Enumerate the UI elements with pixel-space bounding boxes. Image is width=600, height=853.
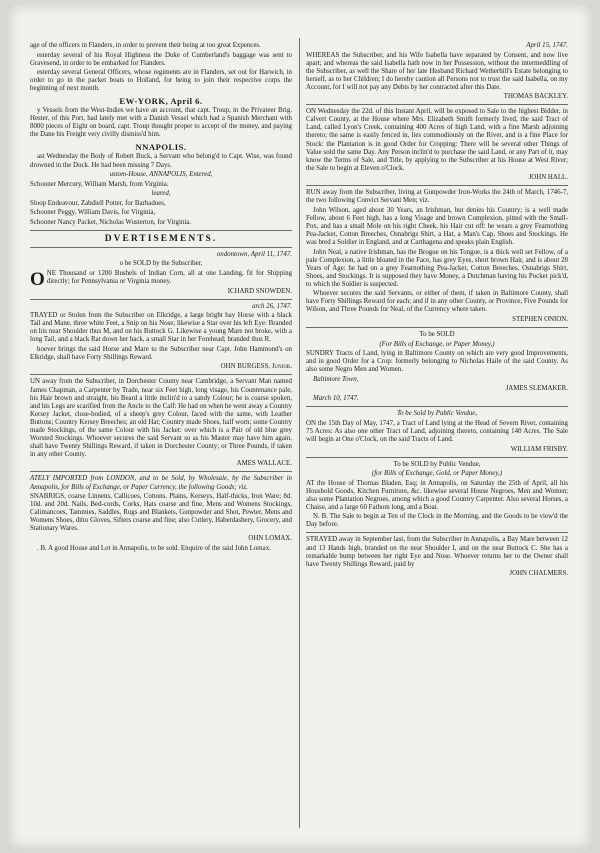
ad-text: Whoever secures the said Servants, or either of them, if taken in Baltimore County, shall have Forty Shillings Reward for each; and if in any other County, or Province, Five Pounds for Wilson, and Three Pounds for Neal, of the Currency where taken. xyxy=(306,290,568,314)
intro-paragraph: age of the officers in Flanders, in order to prevent their being at too great Expences. xyxy=(30,42,261,49)
divider xyxy=(306,457,568,458)
right-column xyxy=(306,42,568,580)
ad-signature: JAMES SLEMAKER. xyxy=(505,385,568,393)
ad-text: SNABRIGS, coarse Linnens, Callicoes, Cottons, Plains, Kerseys, Half-thicks, Iron Ware; 8d. 10d. and 20d. Nails, Bed-cords, Corks, Hats coarse and fine, Mens and Womens Stockings, Calimancoes, Tammies, Saddles, Rugs and Blankets, Gunpowder and Shot, Pewter, Mens and Womens Shoes, ditto Gloves, Sifters coarse and fine; also Cutlery, Haberdashery, Grocery, and Stationary Wares. xyxy=(30,493,292,533)
entered-list xyxy=(30,181,292,189)
ad-signature: WILLIAM FRISBY. xyxy=(510,445,568,453)
ad-heading: To be Sold by Public Vendue, xyxy=(396,410,478,418)
intro-paragraph: esterday several General Officers, whose regiments are in Flanders, set out for Harwich, in order to go in the packet boats to Holland, for being to join their respective corps the beginning of next month. xyxy=(30,69,292,93)
ad-signature: OHN LOMAX. xyxy=(248,534,292,542)
divider xyxy=(306,406,568,407)
customs-heading: ustom-House, ANNAPOLIS, Entered, xyxy=(109,171,213,179)
cleared-heading: leared, xyxy=(151,190,171,198)
ad-text: AT the House of Thomas Bladen, Esq; in Annapolis, on Saturday the 25th of April, all his Houshold Goods, Kitchen Furniture, &c. likewise several House Negroes, Men and Women; also some Plantation Negroes, among which a good Country Carpenter. Also several Horses, a Chaise, and a large 60 Fathom long, and a Boat. xyxy=(306,479,568,511)
ad-date: arch 26, 1747. xyxy=(252,302,292,310)
annapolis-heading: NNAPOLIS. xyxy=(135,142,187,153)
divider xyxy=(30,230,292,231)
divider xyxy=(30,471,292,472)
ad-subheading: (for Bills of Exchange, Gold, or Paper Money,) xyxy=(371,470,503,478)
ad-heading: ATELY IMPORTED from LONDON, and to be Sold, by Wholesale, by the Subscriber in Annapolis, for Bills of Exchange, or Paper Currency, the following Goods; viz. xyxy=(30,475,292,491)
cleared-ship: Schooner Peggy, William Davis, for Virginia, xyxy=(30,209,156,217)
divider xyxy=(30,374,292,375)
ad-note: N. B. The Sale to begin at Ten of the Clock in the Morning, and the Goods to be view'd the Day before. xyxy=(306,513,568,529)
ad-text: hoever brings the said Horse and Mare to the Subscriber near Capt. John Hammond's on Elkridge, shall have Forty Shillings Reward. xyxy=(30,345,292,361)
cleared-ship: Schooner Nancy Packet, Nicholas Wusterton, for Virginia. xyxy=(30,218,192,226)
ad-text: ON the 15th Day of May, 1747, a Tract of Land lying at the Head of Severn River, containing 75 Acres: As also one other Tract of Land, adjoining thereto, containing 140 Acres. The Sale will begin at One o'Clock, on the said Tracts of Land. xyxy=(306,419,568,444)
divider xyxy=(306,327,568,328)
newspaper-page xyxy=(8,4,592,849)
ad-text: STRAYED away in September last, from the Subscriber in Annapolis, a Bay Mare between 12 and 13 Hands high, branded on the near Shoulder I, and on the near Buttock C. She has a remarkable bump between her right Eye and Nose. Whoever returns her to the Owner shall have Twenty Shillings Reward, paid by xyxy=(306,536,568,568)
ad-text: John Wilson, aged about 30 Years, an Irishman, but denies his Country; is a well made Fellow, about 6 Feet high, has a long Visage and brown Complexion, pitted with the Small-Pox, and has a small Mole on his right Cheek, his Hair cut off: he wears a grey Fearnothing Pea-Jacket, Cotton Breeches, Osnabrigs Shirt, a Hat, a Man's Cap, Shoes and Stockings. He was bred a Soldier in England, and at Carthagena and speaks plain English. xyxy=(306,206,568,247)
divider xyxy=(306,532,568,533)
ad-text: John Neal, a native Irishman, has the Brogue on his Tongue, is a thick well set Fellow, of a pale Complexion, a little bloated in the Face, has grey Eyes, short brown Hair, and is about 28 Years of Age: he had on a grey Fearnothing Pea-Jacket, Cotton Breeches, Osnabrigs Shirt, Shoes, and Stockings. It is supposed they have Money, a Dutchman having his Pocket pick'd, to which the Soldier is suspected. xyxy=(306,248,568,288)
ad-signature: ICHARD SNOWDEN. xyxy=(227,287,292,295)
ad-date: ondontown, April 11, 1747. xyxy=(216,250,292,258)
ad-text: ON Wednesday the 22d. of this Instant April, will be exposed to Sale to the highest Bidder, in Calvert County, at the House where Mrs. Elizabeth Smith formerly lived, the said Tract of Land, called Lyon's Creek, containing 400 Acres of high Land, with a fine Marsh adjoining thereto; the same is easily fenced in, lies commodiously on the River, and is a fine Place for Stock: the Plantation is in good Order for Cropping: There will be several other Things of Value sold the same Day. Any Person inclin'd to purchase the said Land, or any Part of it, may know the Terms of Sale, and Title, by applying to the Subscriber at his House at West River; the Sale to begin at Eleven o'Clock. xyxy=(306,108,568,172)
advertisements-heading: DVERTISEMENTS. xyxy=(104,233,218,244)
newyork-article: y Vessels from the West-Indies we have an account, that capt. Troup, in the Privateer Brig. Hester, of this Port, had lately met with a Danish Vessel which had a Spanish Merchant with 8000 pieces of Eight on board, capt. Troup thought proper to accept of the money, and paying the Dane his Freight very civilly dismiss'd him. xyxy=(30,107,292,139)
divider xyxy=(30,247,292,248)
ad-text: WHEREAS the Subscriber, and his Wife Isabella have separated by Consent, and now live apart; and whereas the said Isabella hath now in her Possession, without the intermeddling of the Subscriber, as well the Share of her late Husband Richard Wetherhill's Estate belonging to herself, as to her Children; I do hereby caution all Persons not to trust the said Isabella, on my Account, for I will not pay any Debts by her contracted after this Date. xyxy=(306,51,568,91)
ad-text: SUNDRY Tracts of Land, lying in Baltimore County on which are very good Improvements, and in good Order for a Crop: formerly belonging to Nicholas Haile of the said County. As also some Negro Men and Women. xyxy=(306,350,568,374)
divider xyxy=(306,104,568,105)
ad-heading: To be SOLD xyxy=(419,331,455,338)
ad-text: RUN away from the Subscriber, living at Gunpowder Iron-Works the 24th of March, 1746-7, the two following Convict Servant Men; viz. xyxy=(306,189,568,205)
divider xyxy=(30,299,292,300)
ad-text: ONE Thousand or 1200 Bushels of Indian Corn, all at one Landing, fit for Shipping directly; for Pennsylvania or Virginia money. xyxy=(30,268,292,290)
divider xyxy=(306,185,568,186)
left-column xyxy=(30,42,292,554)
entered-ship: Schooner Mercury, William Marsh, from Virginia. xyxy=(30,180,169,188)
ad-signature: THOMAS BACKLEY. xyxy=(503,93,568,101)
ad-subheading: (For Bills of Exchange, or Paper Money,) xyxy=(379,340,495,348)
annapolis-article: ast Wednesday the Body of Robert Buck, a Servant who belong'd to Capt. Wise, was found drowned in the Dock. He had been missing 7 Days. xyxy=(30,153,292,169)
ad-heading: o be SOLD by the Subscriber, xyxy=(119,260,203,268)
newyork-heading: EW-YORK, April 6. xyxy=(119,96,203,107)
ad-signature: JOHN CHALMERS. xyxy=(509,570,568,578)
cleared-ship: Sloop Endeavour, Zabdiell Potter, for Barbadoes, xyxy=(30,199,166,207)
column-divider xyxy=(299,38,300,828)
ad-date: March 10, 1747. xyxy=(313,395,359,403)
cleared-list xyxy=(30,200,292,227)
ad-signature: JOHN HALL. xyxy=(528,174,568,182)
ad-signature: OHN BURGESS, Junior. xyxy=(220,363,292,371)
ad-signature: AMES WALLACE. xyxy=(236,460,292,468)
ad-date: April 15, 1747. xyxy=(526,42,568,49)
ad-heading: To be SOLD by Public Vendue, xyxy=(393,460,481,468)
ad-text: TRAYED or Stolen from the Subscriber on Elkridge, a large bright bay Horse with a black Tail and Mane, three white Feet, a Snip on his Nose; likewise a Star over his left Eye: Branded on his near Shoulder thus M, and on his Buttock G. Likewise a young Mare not broke, with a long Tail, and a black Rat down her back, a small Star in her Forehead; branded thus R. xyxy=(30,312,292,344)
ad-text: UN away from the Subscriber, in Dorchester County near Cambridge, a Servant Man named James Chapman, a Carpenter by Trade, near six Feet high, long visage, his Countenance pale, his Hair brown and straight, his Beard a little inclin'd to a sandy Colour; he is coarse spoken, and his Legs are scarified from the Ancle to the Calf: He had on when he went away a Country Kersey Jacket, close-bodied, of a sheep's grey Colour, faced with the same, with Leather Buttons; Country Kersey Breeches; an old Hat; Country made Shoes, half worn; some Country made Stockings, of the same Colour with his Jacket: over which is a Pair of old blue grey Worsted Stockings. Whoever secures the said Servant so as his Master may have him again, shall have Twenty Shillings Reward, if taken in Dorchester County; or Three Pounds, if taken in any other County. xyxy=(30,378,292,458)
ad-note: . B. A good House and Lot in Annapolis, to be sold. Enquire of the said John Lomax. xyxy=(37,544,271,552)
intro-paragraph: esterday several of his Royal Highness the Duke of Cumberland's baggage was sent to Gravesend, in order to be embarked for Flanders. xyxy=(30,51,292,67)
ad-place: Baltimore Town, xyxy=(313,375,359,383)
ad-signature: STEPHEN ONION. xyxy=(512,315,568,323)
